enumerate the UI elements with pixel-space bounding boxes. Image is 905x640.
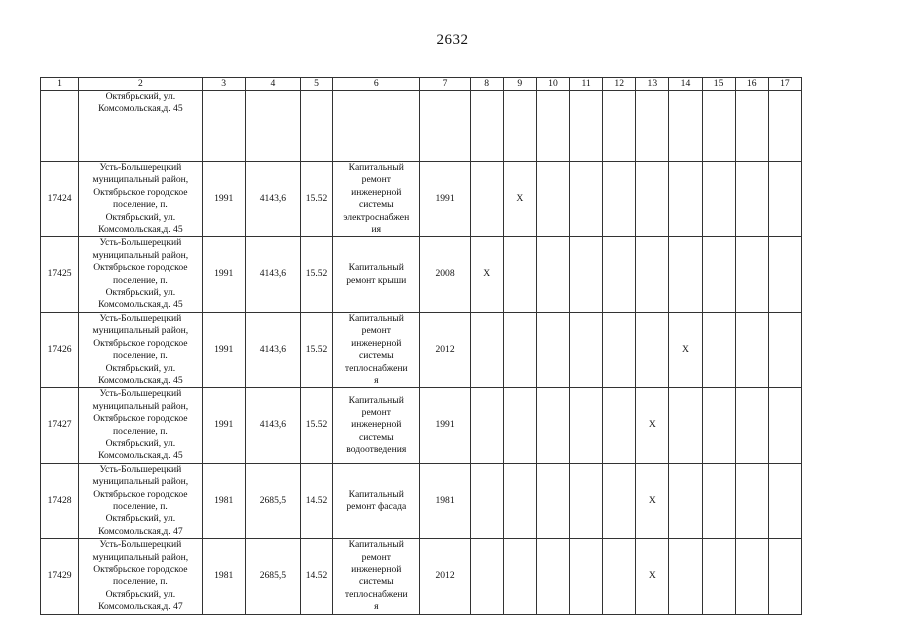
row-id: 17429 — [41, 539, 79, 614]
header-row — [41, 78, 802, 91]
work-year: 2012 — [420, 539, 470, 614]
total-area: 4143,6 — [245, 237, 300, 312]
empty-cell — [470, 312, 503, 387]
empty-cell — [702, 463, 735, 538]
empty-cell — [603, 312, 636, 387]
address-cell — [79, 312, 202, 387]
work-year: 1981 — [420, 463, 470, 538]
column-number-15: 15 — [702, 78, 735, 91]
empty-cell — [536, 162, 569, 237]
column-number-10: 10 — [536, 78, 569, 91]
column-number-6: 6 — [333, 78, 420, 91]
empty-cell — [503, 237, 536, 312]
address-line: Октябрьское городское — [93, 337, 188, 349]
work-line: ремонт — [361, 174, 391, 186]
address-line: поселение, п. — [113, 500, 168, 512]
empty-cell — [702, 388, 735, 463]
work-year: 2012 — [420, 312, 470, 387]
empty-cell — [470, 388, 503, 463]
work-line: Капитальный — [348, 262, 404, 274]
empty-cell — [503, 312, 536, 387]
build-year: 1981 — [202, 539, 245, 614]
empty-cell — [570, 237, 603, 312]
work-line: ия — [371, 224, 382, 236]
mark-col-13: X — [636, 463, 669, 538]
address-line: поселение, п. — [113, 425, 168, 437]
empty-cell — [570, 463, 603, 538]
work-year: 1991 — [420, 388, 470, 463]
empty-cell — [570, 312, 603, 387]
work-line: Капитальный — [348, 312, 404, 324]
address-cell — [79, 91, 202, 162]
work-type — [333, 388, 420, 463]
work-line: Капитальный — [348, 539, 404, 551]
work-line: инженерной — [351, 419, 402, 431]
empty-cell — [702, 237, 735, 312]
build-year: 1991 — [202, 237, 245, 312]
address-cell — [79, 388, 202, 463]
address-line: муниципальный район, — [92, 400, 189, 412]
empty-cell — [735, 463, 768, 538]
column-number-14: 14 — [669, 78, 702, 91]
address-line: муниципальный район, — [92, 325, 189, 337]
column-number-16: 16 — [735, 78, 768, 91]
total-area: 2685,5 — [245, 463, 300, 538]
empty-cell — [768, 463, 801, 538]
empty-cell — [570, 388, 603, 463]
build-year: 1991 — [202, 312, 245, 387]
address-line: Усть-Большерецкий — [99, 237, 182, 249]
work-line: Капитальный — [348, 488, 404, 500]
build-year: 1991 — [202, 162, 245, 237]
work-line: системы — [358, 350, 394, 362]
address-line: поселение, п. — [113, 576, 168, 588]
work-year: 1991 — [420, 162, 470, 237]
empty-cell — [735, 388, 768, 463]
address-line: поселение, п. — [113, 350, 168, 362]
empty-cell — [702, 539, 735, 614]
work-line: Капитальный — [348, 162, 404, 173]
empty-cell — [636, 91, 669, 162]
empty-cell — [603, 162, 636, 237]
address-line: Октябрьский, ул. — [105, 588, 176, 600]
empty-cell — [536, 388, 569, 463]
address-line: поселение, п. — [113, 199, 168, 211]
empty-cell — [603, 463, 636, 538]
build-year: 1991 — [202, 388, 245, 463]
column-number-13: 13 — [636, 78, 669, 91]
table-row — [41, 237, 802, 312]
column-number-3: 3 — [202, 78, 245, 91]
address-line: Комсомольская,д. 45 — [98, 103, 183, 115]
empty-cell — [470, 463, 503, 538]
address-line: Октябрьское городское — [93, 488, 188, 500]
work-year: 2008 — [420, 237, 470, 312]
empty-cell — [669, 463, 702, 538]
rate: 15.52 — [300, 312, 332, 387]
empty-cell — [669, 91, 702, 162]
empty-cell — [41, 91, 79, 162]
table-body — [41, 78, 802, 615]
work-type — [333, 237, 420, 312]
work-line: Капитальный — [348, 394, 404, 406]
work-line: ремонт крыши — [346, 274, 407, 286]
work-line: системы — [358, 576, 394, 588]
empty-cell — [603, 388, 636, 463]
work-line: теплоснабжени — [344, 362, 408, 374]
address-line: Комсомольская,д. 45 — [98, 374, 183, 386]
empty-cell — [503, 463, 536, 538]
empty-cell — [768, 388, 801, 463]
address-line: Комсомольская,д. 45 — [98, 224, 183, 236]
table-row — [41, 463, 802, 538]
address-line: Октябрьский, ул. — [105, 91, 176, 102]
mark-col-13: X — [636, 539, 669, 614]
address-line: Усть-Большерецкий — [99, 463, 182, 475]
work-line: я — [374, 601, 379, 613]
empty-cell — [669, 162, 702, 237]
empty-cell — [603, 91, 636, 162]
total-area: 4143,6 — [245, 388, 300, 463]
rate: 14.52 — [300, 463, 332, 538]
empty-cell — [636, 162, 669, 237]
total-area: 4143,6 — [245, 312, 300, 387]
work-line: системы — [358, 431, 394, 443]
column-number-7: 7 — [420, 78, 470, 91]
empty-cell — [636, 312, 669, 387]
repair-schedule-table — [40, 77, 802, 615]
rate: 15.52 — [300, 237, 332, 312]
column-number-2: 2 — [79, 78, 202, 91]
empty-cell — [669, 388, 702, 463]
empty-cell — [570, 91, 603, 162]
address-line: Комсомольская,д. 47 — [98, 601, 183, 613]
work-line: теплоснабжени — [344, 588, 408, 600]
empty-cell — [570, 539, 603, 614]
address-line: Октябрьский, ул. — [105, 287, 176, 299]
address-line: Усть-Большерецкий — [99, 162, 182, 173]
work-line: ремонт — [361, 325, 391, 337]
empty-cell — [735, 312, 768, 387]
work-line: электроснабжен — [343, 211, 410, 223]
address-line: Октябрьское городское — [93, 413, 188, 425]
empty-cell — [768, 162, 801, 237]
column-number-4: 4 — [245, 78, 300, 91]
empty-cell — [702, 312, 735, 387]
address-line: муниципальный район, — [92, 249, 189, 261]
row-id: 17425 — [41, 237, 79, 312]
work-line: инженерной — [351, 564, 402, 575]
column-number-17: 17 — [768, 78, 801, 91]
address-line: поселение, п. — [113, 274, 168, 286]
column-number-5: 5 — [300, 78, 332, 91]
work-line: ремонт фасада — [346, 500, 407, 512]
address-line: Октябрьский, ул. — [105, 513, 176, 525]
work-type — [333, 539, 420, 614]
empty-cell — [702, 91, 735, 162]
empty-cell — [503, 91, 536, 162]
mark-col-13: X — [636, 388, 669, 463]
empty-cell — [768, 539, 801, 614]
table-row — [41, 539, 802, 614]
total-area: 2685,5 — [245, 539, 300, 614]
empty-cell — [470, 91, 503, 162]
column-number-9: 9 — [503, 78, 536, 91]
continuation-row — [41, 91, 802, 162]
work-line: водоотведения — [346, 444, 407, 456]
empty-cell — [768, 237, 801, 312]
address-line: Усть-Большерецкий — [99, 312, 182, 324]
empty-cell — [536, 463, 569, 538]
address-cell — [79, 237, 202, 312]
column-number-8: 8 — [470, 78, 503, 91]
column-number-11: 11 — [570, 78, 603, 91]
empty-cell — [603, 539, 636, 614]
empty-cell — [503, 388, 536, 463]
table-row — [41, 162, 802, 237]
address-line: Усть-Большерецкий — [99, 539, 182, 551]
address-line: муниципальный район, — [92, 551, 189, 563]
address-line: Октябрьское городское — [93, 186, 188, 198]
address-line: Комсомольская,д. 47 — [98, 525, 183, 537]
empty-cell — [702, 162, 735, 237]
address-line: муниципальный район, — [92, 174, 189, 186]
empty-cell — [470, 539, 503, 614]
empty-cell — [470, 162, 503, 237]
work-line: ремонт — [361, 406, 391, 418]
work-line: системы — [358, 199, 394, 211]
empty-cell — [420, 91, 470, 162]
empty-cell — [735, 237, 768, 312]
empty-cell — [735, 162, 768, 237]
empty-cell — [333, 91, 420, 162]
address-line: Октябрьский, ул. — [105, 211, 176, 223]
total-area: 4143,6 — [245, 162, 300, 237]
work-type — [333, 162, 420, 237]
empty-cell — [768, 91, 801, 162]
empty-cell — [669, 539, 702, 614]
page-number: 2632 — [436, 32, 469, 48]
table-row — [41, 312, 802, 387]
work-type — [333, 463, 420, 538]
work-line: ремонт — [361, 551, 391, 563]
empty-cell — [735, 539, 768, 614]
address-line: муниципальный район, — [92, 476, 189, 488]
empty-cell — [570, 162, 603, 237]
work-line: инженерной — [351, 186, 402, 198]
address-line: Октябрьское городское — [93, 262, 188, 274]
mark-col-9: X — [503, 162, 536, 237]
address-cell — [79, 539, 202, 614]
row-id: 17427 — [41, 388, 79, 463]
mark-col-8: X — [470, 237, 503, 312]
rate: 15.52 — [300, 162, 332, 237]
empty-cell — [202, 91, 245, 162]
empty-cell — [536, 91, 569, 162]
row-id: 17424 — [41, 162, 79, 237]
mark-col-14: X — [669, 312, 702, 387]
empty-cell — [536, 237, 569, 312]
rate: 14.52 — [300, 539, 332, 614]
column-number-1: 1 — [41, 78, 79, 91]
empty-cell — [636, 237, 669, 312]
work-type — [333, 312, 420, 387]
empty-cell — [300, 91, 332, 162]
build-year: 1981 — [202, 463, 245, 538]
empty-cell — [768, 312, 801, 387]
address-line: Октябрьское городское — [93, 564, 188, 575]
address-cell — [79, 463, 202, 538]
address-line: Октябрьский, ул. — [105, 437, 176, 449]
empty-cell — [503, 539, 536, 614]
address-line: Комсомольская,д. 45 — [98, 299, 183, 311]
address-line: Комсомольская,д. 45 — [98, 450, 183, 462]
empty-cell — [536, 312, 569, 387]
rate: 15.52 — [300, 388, 332, 463]
address-line: Октябрьский, ул. — [105, 362, 176, 374]
address-cell — [79, 162, 202, 237]
empty-cell — [245, 91, 300, 162]
row-id: 17428 — [41, 463, 79, 538]
work-line: я — [374, 374, 379, 386]
address-line: Усть-Большерецкий — [99, 388, 182, 400]
empty-cell — [669, 237, 702, 312]
column-number-12: 12 — [603, 78, 636, 91]
table-row — [41, 388, 802, 463]
empty-cell — [536, 539, 569, 614]
work-line: инженерной — [351, 337, 402, 349]
empty-cell — [603, 237, 636, 312]
empty-cell — [735, 91, 768, 162]
row-id: 17426 — [41, 312, 79, 387]
